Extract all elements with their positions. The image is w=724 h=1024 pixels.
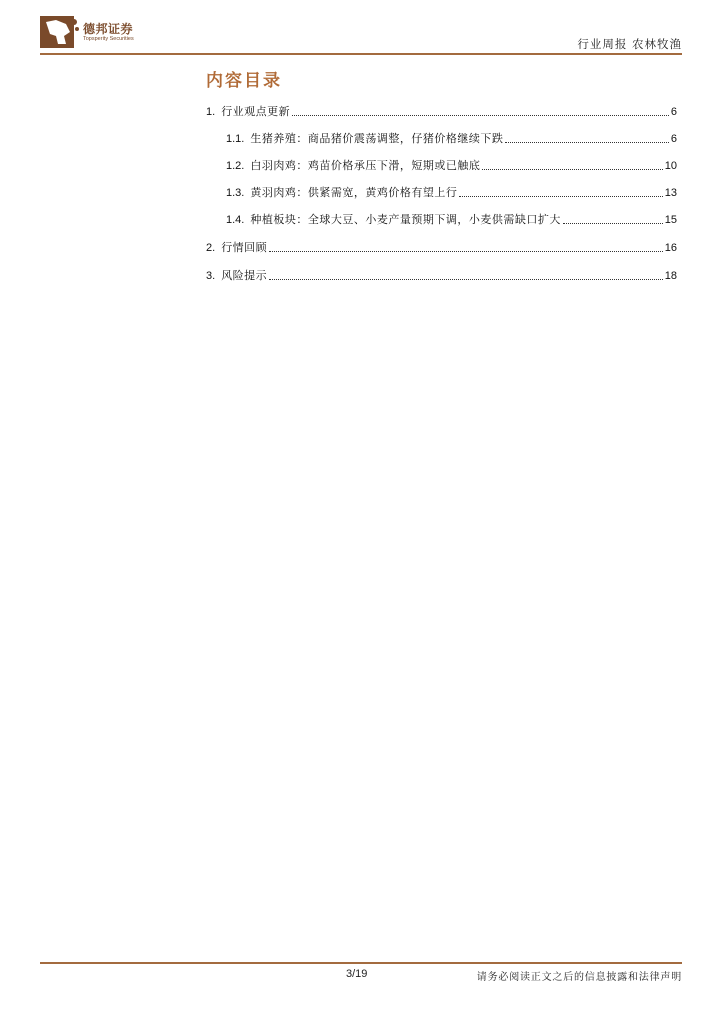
toc-leader-dots — [563, 222, 663, 224]
toc-entry-number: 1.3. — [226, 187, 245, 199]
toc-entry-1-2[interactable] — [226, 158, 677, 174]
toc-entry-text: 生猪养殖：商品猪价震荡调整，仔猪价格继续下跌 — [250, 132, 504, 145]
topsperity-logo-icon — [40, 14, 80, 50]
toc-entry-page: 6 — [670, 133, 677, 145]
toc-leader-dots — [292, 114, 669, 116]
toc-entry-text: 行情回顾 — [221, 241, 268, 254]
toc-entry-3[interactable] — [206, 268, 677, 284]
toc-entry-text: 白羽肉鸡：鸡苗价格承压下滑，短期或已触底 — [250, 159, 481, 172]
page-number: 3/19 — [346, 968, 368, 980]
toc-entry-1-3[interactable] — [226, 185, 677, 201]
toc-entry-2[interactable] — [206, 240, 677, 256]
toc-entry-1-1[interactable] — [226, 131, 677, 147]
toc-leader-dots — [459, 195, 662, 197]
toc-entry-page: 10 — [664, 160, 677, 172]
toc-entry-page: 16 — [664, 242, 677, 254]
toc-entry-number: 3. — [206, 270, 216, 282]
toc-leader-dots — [269, 250, 663, 252]
logo-english-name: Topsperity Securities — [83, 36, 134, 42]
toc-entry-text: 行业观点更新 — [221, 105, 291, 118]
logo-chinese-name: 德邦证券 — [83, 22, 134, 36]
page-header — [40, 14, 682, 56]
toc-leader-dots — [269, 278, 663, 280]
toc-entry-page: 18 — [664, 270, 677, 282]
toc-entry-page: 6 — [670, 106, 677, 118]
toc-entry-text: 风险提示 — [221, 269, 268, 282]
toc-entry-number: 1. — [206, 106, 216, 118]
toc-entry-number: 1.2. — [226, 160, 245, 172]
toc-entry-text: 种植板块：全球大豆、小麦产量预期下调，小麦供需缺口扩大 — [250, 213, 561, 226]
toc-title: 内容目录 — [206, 71, 282, 91]
toc-leader-dots — [505, 141, 669, 143]
toc-leader-dots — [482, 168, 662, 170]
toc-entry-number: 2. — [206, 242, 216, 254]
toc-entry-page: 13 — [664, 187, 677, 199]
toc-entry-1-4[interactable] — [226, 212, 677, 228]
report-category: 行业周报 农林牧渔 — [577, 37, 682, 51]
toc-entry-number: 1.4. — [226, 214, 245, 226]
footer-disclaimer: 请务必阅读正文之后的信息披露和法律声明 — [476, 972, 682, 983]
toc-entry-1[interactable] — [206, 104, 677, 120]
header-divider — [40, 53, 682, 55]
footer-divider — [40, 962, 682, 964]
toc-entry-text: 黄羽肉鸡：供紧需宽，黄鸡价格有望上行 — [250, 186, 458, 199]
toc-entry-page: 15 — [664, 214, 677, 226]
toc-entry-number: 1.1. — [226, 133, 245, 145]
